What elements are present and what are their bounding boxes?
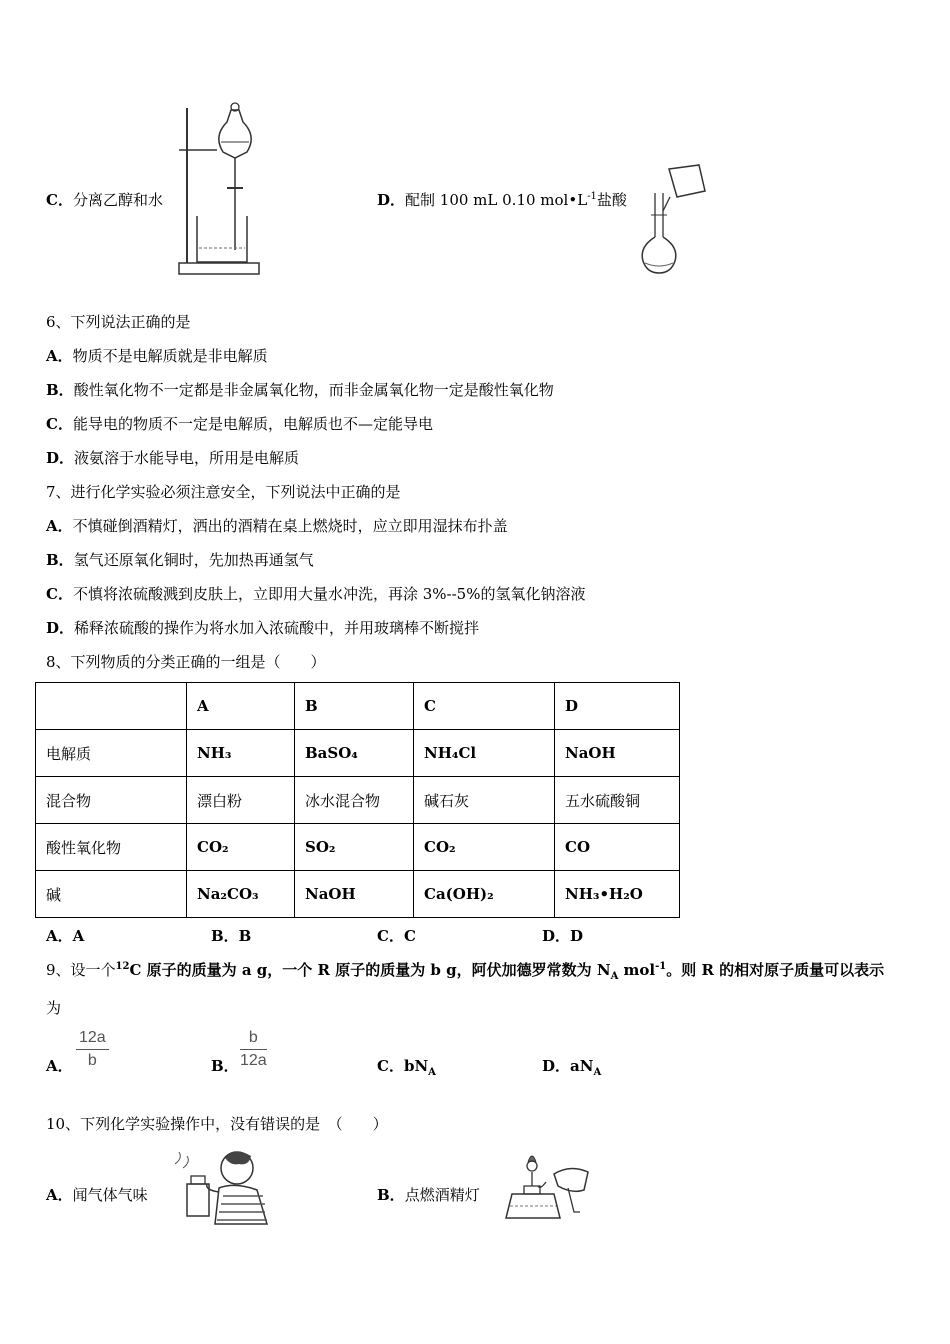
table-cell: Na₂CO₃	[187, 871, 295, 918]
q9-option-b-fraction	[240, 1029, 267, 1070]
q9-stem-line2: 为	[46, 999, 62, 1017]
table-cell: BaSO₄	[295, 730, 414, 777]
option-text: 配制 100 mL 0.10 mol•L	[405, 191, 588, 209]
option-letter: A．	[46, 347, 73, 365]
table-cell: CO₂	[187, 824, 295, 871]
table-cell: CO	[555, 824, 680, 871]
option-text: 酸性氧化物不一定都是非金属氧化物，而非金属氧化物一定是酸性氧化物	[73, 381, 554, 399]
table-cell: NaOH	[555, 730, 680, 777]
option-text: 稀释浓硫酸的操作为将水加入浓硫酸中，并用玻璃棒不断搅拌	[74, 619, 480, 637]
option-letter: D．	[46, 449, 75, 467]
q9-stem	[46, 959, 884, 982]
option-letter: B．	[46, 551, 74, 569]
option-text: 不慎将浓硫酸溅到皮肤上，立即用大量水冲洗，再涂 3%--5%的氢氧化钠溶液	[72, 585, 586, 603]
q6-stem: 6、下列说法正确的是	[46, 313, 191, 331]
table-cell: 冰水混合物	[295, 777, 414, 824]
q5-option-c	[46, 189, 163, 210]
stem-text: 。则 R 的相对原子质量可以表示	[666, 961, 885, 979]
q6-option-c	[46, 413, 433, 434]
separatory-funnel-apparatus-figure	[175, 100, 265, 278]
option-text: 能导电的物质不一定是电解质，电解质也不—定能导电	[72, 415, 433, 433]
table-cell: 五水硫酸铜	[555, 777, 680, 824]
table-header-cell	[36, 683, 187, 730]
q8-answer-c: C．C	[377, 927, 416, 945]
table-header-cell: A	[187, 683, 295, 730]
fraction-numerator: 12a	[76, 1029, 109, 1050]
table-cell: NH₃•H₂O	[555, 871, 680, 918]
option-text: 液氨溶于水能导电，所用是电解质	[74, 449, 300, 467]
q8-answer-a: A．A	[46, 927, 85, 945]
q7-option-b	[46, 549, 314, 570]
q7-option-a	[46, 515, 508, 536]
table-cell: 碱石灰	[414, 777, 555, 824]
table-header-cell: B	[295, 683, 414, 730]
option-letter: D．	[46, 619, 75, 637]
option-letter: C．	[46, 191, 73, 209]
q9-option-b-letter: B．	[211, 1057, 239, 1075]
q7-option-d	[46, 617, 479, 638]
subscript: A	[428, 1067, 436, 1078]
superscript: -1	[587, 191, 597, 202]
table-cell: Ca(OH)₂	[414, 871, 555, 918]
option-letter: D．	[542, 1057, 571, 1075]
q6-option-a	[46, 345, 268, 366]
option-letter: B．	[46, 381, 74, 399]
fraction-denominator: b	[87, 1052, 97, 1069]
stem-text: 9、设一个	[46, 961, 116, 979]
smelling-gas-figure	[175, 1144, 280, 1226]
option-letter: A．	[46, 517, 73, 535]
subscript: A	[593, 1067, 602, 1078]
q5-option-d	[377, 189, 627, 210]
q8-stem: 8、下列物质的分类正确的一组是（ ）	[46, 653, 326, 671]
superscript: -1	[655, 961, 667, 972]
subscript: A	[610, 971, 619, 982]
table-row-label: 混合物	[36, 777, 187, 824]
table-row-label: 酸性氧化物	[36, 824, 187, 871]
stem-text: mol	[618, 961, 656, 979]
option-text: 分离乙醇和水	[72, 191, 163, 209]
table-row-label: 电解质	[36, 730, 187, 777]
table-cell: 漂白粉	[187, 777, 295, 824]
fraction-numerator: b	[240, 1029, 267, 1050]
table-row	[36, 777, 680, 824]
option-letter: B．	[377, 1186, 405, 1204]
q8-answer-d: D．D	[542, 927, 584, 945]
q7-stem: 7、进行化学实验必须注意安全，下列说法中正确的是	[46, 483, 401, 501]
table-row	[36, 730, 680, 777]
option-text: 点燃酒精灯	[404, 1186, 480, 1204]
table-row	[36, 871, 680, 918]
q10-option-b	[377, 1184, 480, 1205]
q10-stem: 10、下列化学实验操作中，没有错误的是 （ ）	[46, 1115, 388, 1133]
option-letter: D．	[377, 191, 406, 209]
table-header-cell: D	[555, 683, 680, 730]
q9-option-a-letter: A．	[46, 1057, 73, 1075]
option-text: bN	[403, 1057, 429, 1075]
table-cell: SO₂	[295, 824, 414, 871]
q10-option-a	[46, 1184, 148, 1205]
option-letter: C．	[377, 1057, 404, 1075]
option-text: 闻气体气味	[72, 1186, 148, 1204]
option-text: aN	[570, 1057, 594, 1075]
q6-option-d	[46, 447, 299, 468]
q9-option-a-fraction	[76, 1029, 109, 1070]
option-text-suffix: 盐酸	[596, 191, 627, 209]
q8-answer-b: B．B	[211, 927, 252, 945]
q9-option-d	[542, 1055, 601, 1078]
isotope-superscript: 12	[115, 961, 130, 972]
q7-option-c	[46, 583, 585, 604]
q6-option-b	[46, 379, 554, 400]
fraction-denominator: 12a	[240, 1052, 267, 1069]
option-letter: C．	[46, 585, 73, 603]
table-cell: CO₂	[414, 824, 555, 871]
option-text: 氢气还原氧化铜时，先加热再通氢气	[73, 551, 314, 569]
lighting-alcohol-lamp-figure	[488, 1146, 596, 1226]
option-text: 不慎碰倒酒精灯，洒出的酒精在桌上燃烧时，应立即用湿抹布扑盖	[72, 517, 508, 535]
table-row-label: 碱	[36, 871, 187, 918]
option-text: 物质不是电解质就是非电解质	[72, 347, 268, 365]
option-letter: C．	[46, 415, 73, 433]
classification-table	[35, 682, 680, 918]
table-cell: NaOH	[295, 871, 414, 918]
table-cell: NH₄Cl	[414, 730, 555, 777]
table-cell: NH₃	[187, 730, 295, 777]
table-row	[36, 824, 680, 871]
stem-text: C 原子的质量为 a g，一个 R 原子的质量为 b g，阿伏加德罗常数为 N	[129, 961, 611, 979]
volumetric-flask-figure	[633, 163, 713, 278]
table-header-row	[36, 683, 680, 730]
q9-option-c	[377, 1055, 436, 1078]
table-header-cell: C	[414, 683, 555, 730]
option-letter: A．	[46, 1186, 73, 1204]
